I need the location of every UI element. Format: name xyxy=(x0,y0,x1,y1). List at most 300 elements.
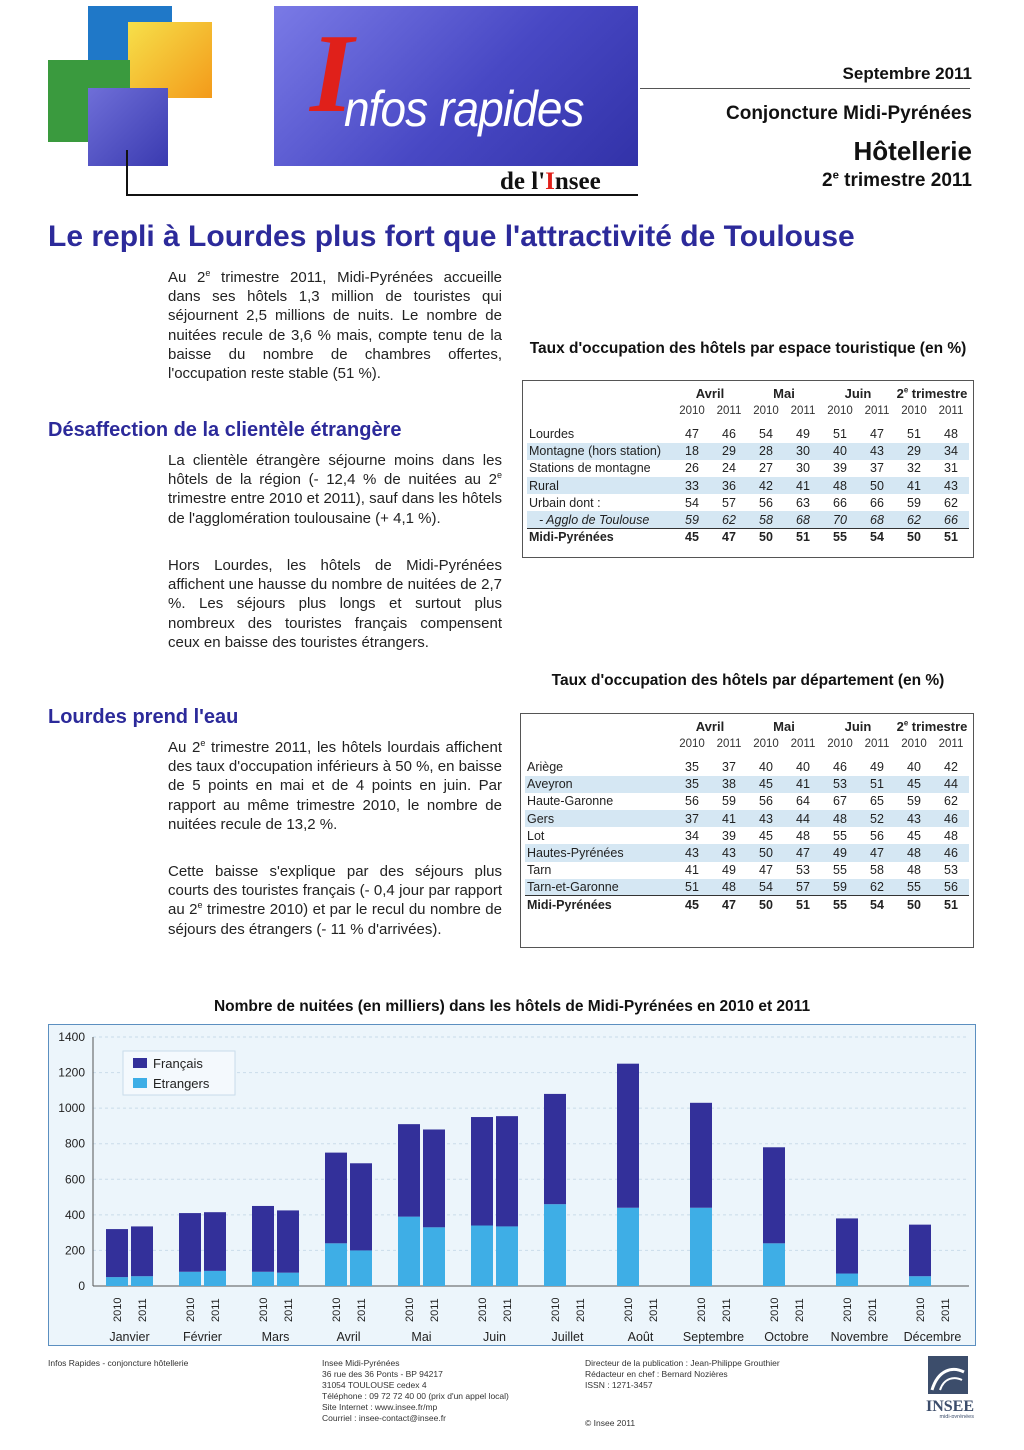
x-year-label: 2011 xyxy=(210,1298,222,1322)
cell-value: 48 xyxy=(711,879,747,896)
bar-francais xyxy=(398,1124,420,1216)
cell-value: 50 xyxy=(859,477,895,494)
table-row xyxy=(527,494,969,511)
cell-value: 62 xyxy=(895,511,933,528)
table-group-header: Juin xyxy=(844,719,872,735)
logo-square-purple xyxy=(88,88,168,166)
table-year-header: 2010 xyxy=(753,737,779,750)
logo-square-yellow xyxy=(128,22,212,98)
table-year-header: 2011 xyxy=(716,404,742,417)
footer-address-line: 31054 TOULOUSE cedex 4 xyxy=(322,1380,427,1390)
cell-value: 38 xyxy=(711,776,747,793)
cell-value: 56 xyxy=(759,495,773,510)
footer-publication: Infos Rapides - conjoncture hôtellerie xyxy=(48,1358,189,1368)
total-label: Midi-Pyrénées xyxy=(527,529,673,546)
bar-etrangers xyxy=(131,1276,153,1286)
table-row xyxy=(525,844,969,861)
cell-value: 67 xyxy=(833,794,847,809)
table-year-header: 2011 xyxy=(790,404,816,417)
cell-value: 43 xyxy=(711,844,747,861)
x-category-label: Mars xyxy=(261,1330,290,1344)
cell-value: 46 xyxy=(933,810,969,827)
x-year-label: 2011 xyxy=(721,1298,733,1322)
cell-value: 70 xyxy=(821,511,859,528)
cell-value: 59 xyxy=(722,794,736,809)
total-value: 55 xyxy=(821,529,859,546)
bar-etrangers xyxy=(325,1243,347,1286)
cell-value: 41 xyxy=(785,477,821,494)
table-year-header: 2010 xyxy=(753,404,779,417)
cell-value: 57 xyxy=(722,495,736,510)
y-tick-label: 0 xyxy=(78,1279,85,1293)
cell-value: 66 xyxy=(870,495,884,510)
total-value: 50 xyxy=(747,896,785,913)
table-group-header: 2e trimestre xyxy=(896,718,968,735)
total-value: 54 xyxy=(859,529,895,546)
total-value: 54 xyxy=(859,896,895,913)
cell-value: 54 xyxy=(747,879,785,896)
cell-value: 41 xyxy=(785,776,821,793)
header-meta-rule xyxy=(640,88,970,89)
cell-value: 43 xyxy=(673,844,711,861)
x-year-label: 2011 xyxy=(940,1298,952,1322)
cell-value: 43 xyxy=(747,810,785,827)
x-category-label: Février xyxy=(183,1330,222,1344)
x-category-label: Novembre xyxy=(830,1330,889,1344)
table-year-header: 2011 xyxy=(864,737,890,750)
cell-value: 39 xyxy=(833,461,847,476)
row-label: Lourdes xyxy=(529,426,575,441)
table-row xyxy=(527,425,969,442)
x-category-label: Avril xyxy=(336,1330,361,1344)
cell-value: 54 xyxy=(759,426,773,441)
cell-value: 51 xyxy=(907,426,921,441)
bar-etrangers xyxy=(909,1276,931,1286)
footer-address-line: Insee Midi-Pyrénées xyxy=(322,1358,400,1368)
cell-value: 54 xyxy=(685,495,699,510)
cell-value: 66 xyxy=(933,511,969,528)
total-value: 51 xyxy=(785,529,821,546)
x-category-label: Décembre xyxy=(903,1330,962,1344)
table-row xyxy=(525,879,969,896)
cell-value: 46 xyxy=(722,426,736,441)
article-title: Le repli à Lourdes plus fort que l'attractivité de Toulouse xyxy=(48,220,855,253)
table-year-header: 2010 xyxy=(827,737,853,750)
paragraph-desaffection-2: Hors Lourdes, les hôtels de Midi-Pyrénées affichent une hausse du nombre de nuitées de 2,7 %. Les séjours plus longs et surtout plus nombreux des touristes français compensent ceux en baisse des touristes étrangers. xyxy=(168,557,502,651)
footer-col3 xyxy=(585,1358,780,1391)
table-row xyxy=(525,827,969,844)
publication-date: Septembre 2011 xyxy=(842,64,972,83)
x-year-label: 2010 xyxy=(769,1297,781,1322)
row-label: Haute-Garonne xyxy=(527,794,614,809)
insee-logo-text: INSEE xyxy=(925,1398,974,1415)
row-label: Urbain dont : xyxy=(529,495,601,510)
cell-value: 57 xyxy=(785,879,821,896)
cell-value: 53 xyxy=(796,863,810,878)
table-year-header: 2010 xyxy=(679,404,705,417)
table-group-header: Mai xyxy=(773,719,795,735)
cell-value: 43 xyxy=(933,477,969,494)
cell-value: 68 xyxy=(859,511,895,528)
total-value: 50 xyxy=(747,529,785,546)
x-year-label: 2011 xyxy=(648,1298,660,1322)
cell-value: 36 xyxy=(711,477,747,494)
bar-francais xyxy=(690,1103,712,1208)
table-total-row xyxy=(525,896,969,913)
row-label: Rural xyxy=(527,477,673,494)
cell-value: 44 xyxy=(933,776,969,793)
bar-francais xyxy=(106,1229,128,1277)
logo-letter: I xyxy=(310,12,354,136)
bar-francais xyxy=(496,1116,518,1226)
cell-value: 45 xyxy=(747,776,785,793)
row-label: Tarn-et-Garonne xyxy=(525,879,673,896)
cell-value: 26 xyxy=(685,461,699,476)
bar-etrangers xyxy=(423,1227,445,1286)
cell-value: 46 xyxy=(933,844,969,861)
cell-value: 55 xyxy=(895,879,933,896)
table-year-header: 2011 xyxy=(716,737,742,750)
footer-col1 xyxy=(48,1358,188,1369)
cell-value: 62 xyxy=(944,495,958,510)
cell-value: 32 xyxy=(907,461,921,476)
cell-value: 28 xyxy=(747,443,785,460)
x-year-label: 2011 xyxy=(867,1298,879,1322)
cell-value: 41 xyxy=(685,863,699,878)
cell-value: 53 xyxy=(944,863,958,878)
table-group-header: 2e trimestre xyxy=(896,385,968,402)
de-l-insee-tag xyxy=(500,168,601,196)
x-year-label: 2010 xyxy=(331,1297,343,1322)
cell-value: 51 xyxy=(833,426,847,441)
table-departement-grid xyxy=(525,718,969,913)
cell-value: 24 xyxy=(722,461,736,476)
x-year-label: 2010 xyxy=(696,1297,708,1322)
y-tick-label: 200 xyxy=(64,1243,85,1258)
cell-value: 59 xyxy=(907,794,921,809)
cell-value: 40 xyxy=(759,759,773,774)
cell-value: 55 xyxy=(833,863,847,878)
cell-value: 42 xyxy=(747,477,785,494)
cell-value: 51 xyxy=(673,879,711,896)
table-group-header: Avril xyxy=(695,386,725,402)
total-label: Midi-Pyrénées xyxy=(525,896,673,913)
x-year-label: 2011 xyxy=(356,1298,368,1322)
total-value: 47 xyxy=(711,529,747,546)
table-year-header: 2011 xyxy=(864,404,890,417)
table-year-header: 2010 xyxy=(901,737,927,750)
footer-col2 xyxy=(322,1358,509,1424)
cell-value: 47 xyxy=(870,426,884,441)
table-group-header: Avril xyxy=(695,719,725,735)
x-year-label: 2010 xyxy=(258,1297,270,1322)
cell-value: 64 xyxy=(796,794,810,809)
cell-value: 65 xyxy=(870,794,884,809)
table-row xyxy=(525,776,969,793)
bar-etrangers xyxy=(836,1274,858,1286)
insee-logo-icon xyxy=(912,1356,974,1418)
footer-editor: Rédacteur en chef : Bernard Nozières xyxy=(585,1369,728,1379)
bar-francais xyxy=(617,1064,639,1208)
cell-value: 47 xyxy=(859,844,895,861)
x-year-label: 2010 xyxy=(550,1297,562,1322)
x-year-label: 2011 xyxy=(575,1298,587,1322)
x-category-label: Octobre xyxy=(764,1330,809,1344)
section-title: Hôtellerie xyxy=(853,136,972,166)
table-year-header: 2010 xyxy=(901,404,927,417)
cell-value: 56 xyxy=(933,879,969,896)
bar-etrangers xyxy=(204,1271,226,1286)
row-label: Stations de montagne xyxy=(529,461,651,476)
cell-value: 62 xyxy=(944,794,958,809)
legend-swatch xyxy=(133,1058,147,1068)
cell-value: 40 xyxy=(796,759,810,774)
cell-value: 48 xyxy=(796,828,810,843)
x-year-label: 2010 xyxy=(112,1297,124,1322)
cell-value: 34 xyxy=(685,828,699,843)
footer-website[interactable]: Site Internet : www.insee.fr/mp xyxy=(322,1402,438,1412)
x-year-label: 2011 xyxy=(137,1298,149,1322)
footer-email[interactable]: Courriel : insee-contact@insee.fr xyxy=(322,1413,446,1423)
cell-value: 30 xyxy=(796,461,810,476)
table-departement xyxy=(520,713,974,948)
x-category-label: Septembre xyxy=(682,1330,745,1344)
x-year-label: 2011 xyxy=(429,1298,441,1322)
table-row xyxy=(525,810,969,827)
table-espace xyxy=(522,380,974,558)
cell-value: 56 xyxy=(759,794,773,809)
cell-value: 58 xyxy=(870,863,884,878)
x-category-label: Août xyxy=(627,1330,654,1344)
cell-value: 48 xyxy=(895,844,933,861)
bar-francais xyxy=(763,1147,785,1243)
cell-value: 62 xyxy=(859,879,895,896)
footer-issn: ISSN : 1271-3457 xyxy=(585,1380,653,1390)
cell-value: 35 xyxy=(673,776,711,793)
cell-value: 40 xyxy=(907,759,921,774)
cell-value: 52 xyxy=(859,810,895,827)
x-year-label: 2010 xyxy=(915,1297,927,1322)
bar-etrangers xyxy=(179,1272,201,1286)
cell-value: 44 xyxy=(785,810,821,827)
footer-phone: Téléphone : 09 72 72 40 00 (prix d'un appel local) xyxy=(322,1391,509,1401)
table-row xyxy=(525,793,969,810)
bar-etrangers xyxy=(690,1208,712,1286)
bar-francais xyxy=(544,1094,566,1204)
bar-francais xyxy=(131,1226,153,1276)
cell-value: 45 xyxy=(895,776,933,793)
heading-desaffection: Désaffection de la clientèle étrangère xyxy=(48,419,402,441)
heading-lourdes: Lourdes prend l'eau xyxy=(48,706,239,728)
tag-de: de l' xyxy=(500,168,546,195)
table-year-header: 2011 xyxy=(938,737,964,750)
table-row xyxy=(527,511,969,528)
cell-value: 40 xyxy=(821,443,859,460)
bar-etrangers xyxy=(252,1272,274,1286)
cell-value: 66 xyxy=(833,495,847,510)
table-espace-title: Taux d'occupation des hôtels par espace touristique (en %) xyxy=(529,340,967,357)
x-year-label: 2010 xyxy=(842,1297,854,1322)
cell-value: 47 xyxy=(685,426,699,441)
x-category-label: Mai xyxy=(411,1330,432,1344)
cell-value: 48 xyxy=(821,477,859,494)
total-value: 51 xyxy=(933,529,969,546)
cell-value: 68 xyxy=(785,511,821,528)
cell-value: 49 xyxy=(796,426,810,441)
cell-value: 48 xyxy=(907,863,921,878)
row-label: Gers xyxy=(525,810,673,827)
table-row xyxy=(527,460,969,477)
cell-value: 51 xyxy=(859,776,895,793)
cell-value: 18 xyxy=(673,443,711,460)
cell-value: 43 xyxy=(859,443,895,460)
cell-value: 45 xyxy=(907,828,921,843)
paragraph-lourdes-2: Cette baisse s'explique par des séjours plus courts des touristes français (- 0,4 jour par rapport au 2e trimestre 2010) et par le recul du nombre de séjours des étrangers (- 11 % d'arrivées). xyxy=(168,863,502,938)
y-tick-label: 600 xyxy=(64,1172,85,1187)
cell-value: 50 xyxy=(747,844,785,861)
row-label: Ariège xyxy=(527,759,564,774)
insee-logo-sub: midi-pyrénées xyxy=(939,1414,974,1418)
cell-value: 27 xyxy=(759,461,773,476)
table-year-header: 2010 xyxy=(679,737,705,750)
cell-value: 43 xyxy=(895,810,933,827)
legend-label: Etrangers xyxy=(153,1076,210,1091)
cell-value: 56 xyxy=(685,794,699,809)
bar-etrangers xyxy=(763,1243,785,1286)
total-value: 50 xyxy=(895,529,933,546)
conjoncture-label: Conjoncture Midi-Pyrénées xyxy=(726,103,972,124)
bar-francais xyxy=(179,1213,201,1272)
cell-value: 55 xyxy=(833,828,847,843)
bar-francais xyxy=(325,1153,347,1244)
x-category-label: Janvier xyxy=(109,1330,150,1344)
bar-etrangers xyxy=(617,1208,639,1286)
bar-francais xyxy=(204,1212,226,1271)
cell-value: 48 xyxy=(944,828,958,843)
total-value: 51 xyxy=(785,896,821,913)
cell-value: 29 xyxy=(711,443,747,460)
x-year-label: 2011 xyxy=(283,1298,295,1322)
total-value: 50 xyxy=(895,896,933,913)
x-year-label: 2010 xyxy=(404,1297,416,1322)
bar-francais xyxy=(350,1163,372,1250)
table-row xyxy=(525,862,969,879)
x-year-label: 2011 xyxy=(794,1298,806,1322)
logo-title: nfos rapides xyxy=(344,81,584,137)
table-year-header: 2010 xyxy=(827,404,853,417)
x-category-label: Juin xyxy=(483,1330,506,1344)
cell-value: 48 xyxy=(821,810,859,827)
x-category-label: Juillet xyxy=(551,1330,584,1344)
bar-etrangers xyxy=(496,1226,518,1286)
total-value: 45 xyxy=(673,529,711,546)
bar-etrangers xyxy=(471,1226,493,1286)
bar-francais xyxy=(471,1117,493,1225)
trim-sup: e xyxy=(832,169,839,182)
cell-value: 47 xyxy=(759,863,773,878)
bar-etrangers xyxy=(398,1217,420,1286)
cell-value: 45 xyxy=(759,828,773,843)
cell-value: 34 xyxy=(933,443,969,460)
infos-rapides-logo xyxy=(274,6,638,166)
y-tick-label: 1400 xyxy=(58,1030,85,1044)
trimestre-label xyxy=(822,170,972,192)
row-label: Aveyron xyxy=(525,776,673,793)
table-year-header: 2011 xyxy=(938,404,964,417)
cell-value: 59 xyxy=(907,495,921,510)
tag-i: I xyxy=(545,168,555,195)
cell-value: 37 xyxy=(722,759,736,774)
x-year-label: 2010 xyxy=(477,1297,489,1322)
table-row xyxy=(527,477,969,494)
cell-value: 62 xyxy=(711,511,747,528)
y-tick-label: 1200 xyxy=(58,1065,85,1080)
table-row xyxy=(527,443,969,460)
bar-francais xyxy=(836,1218,858,1273)
bar-francais xyxy=(909,1225,931,1277)
row-label: Tarn xyxy=(527,863,552,878)
x-year-label: 2010 xyxy=(623,1297,635,1322)
cell-value: 37 xyxy=(870,461,884,476)
chart-frame xyxy=(48,1024,976,1346)
y-tick-label: 1000 xyxy=(58,1101,85,1116)
legend-swatch xyxy=(133,1078,147,1088)
cell-value: 31 xyxy=(944,461,958,476)
paragraph-desaffection-1: La clientèle étrangère séjourne moins dans les hôtels de la région (- 12,4 % de nuitées au 2e trimestre entre 2010 et 2011), sauf dans les hôtels de l'agglomération toulousaine (+ 4,1 %). xyxy=(168,452,502,527)
cell-value: 48 xyxy=(944,426,958,441)
table-group-header: Juin xyxy=(844,386,872,402)
nuitees-chart xyxy=(49,1025,975,1345)
footer-director: Directeur de la publication : Jean-Philippe Grouthier xyxy=(585,1358,780,1368)
cell-value: 63 xyxy=(796,495,810,510)
cell-value: 29 xyxy=(895,443,933,460)
row-label: - Agglo de Toulouse xyxy=(527,511,673,528)
bar-francais xyxy=(423,1129,445,1227)
cell-value: 49 xyxy=(821,844,859,861)
bar-francais xyxy=(252,1206,274,1272)
x-year-label: 2010 xyxy=(185,1297,197,1322)
cell-value: 35 xyxy=(685,759,699,774)
cell-value: 41 xyxy=(711,810,747,827)
cell-value: 59 xyxy=(673,511,711,528)
total-value: 55 xyxy=(821,896,859,913)
bar-etrangers xyxy=(350,1250,372,1286)
header-rule-vertical xyxy=(126,150,128,196)
cell-value: 49 xyxy=(870,759,884,774)
trim-num: 2 xyxy=(821,170,833,191)
table-group-header: Mai xyxy=(773,386,795,402)
table-departement-title: Taux d'occupation des hôtels par département (en %) xyxy=(551,672,945,689)
y-tick-label: 800 xyxy=(64,1136,85,1151)
legend-label: Français xyxy=(153,1056,203,1071)
row-label: Hautes-Pyrénées xyxy=(525,844,673,861)
y-tick-label: 400 xyxy=(64,1207,85,1222)
cell-value: 53 xyxy=(821,776,859,793)
cell-value: 39 xyxy=(722,828,736,843)
cell-value: 41 xyxy=(895,477,933,494)
cell-value: 46 xyxy=(833,759,847,774)
row-label: Montagne (hors station) xyxy=(527,443,673,460)
cell-value: 33 xyxy=(673,477,711,494)
table-year-header: 2011 xyxy=(790,737,816,750)
bar-etrangers xyxy=(106,1277,128,1286)
total-value: 51 xyxy=(933,896,969,913)
cell-value: 59 xyxy=(821,879,859,896)
footer-address-line: 36 rue des 36 Ponts - BP 94217 xyxy=(322,1369,443,1379)
cell-value: 30 xyxy=(785,443,821,460)
cell-value: 42 xyxy=(944,759,958,774)
intro-paragraph: Au 2e trimestre 2011, Midi-Pyrénées accueille dans ses hôtels 1,3 million de touristes qui séjournent 2,5 millions de nuits. Le nombre de nuitées recule de 3,6 % mais, compte tenu de la baisse du nombre de chambres offertes, l'occupation reste stable (51 %). xyxy=(168,268,503,383)
